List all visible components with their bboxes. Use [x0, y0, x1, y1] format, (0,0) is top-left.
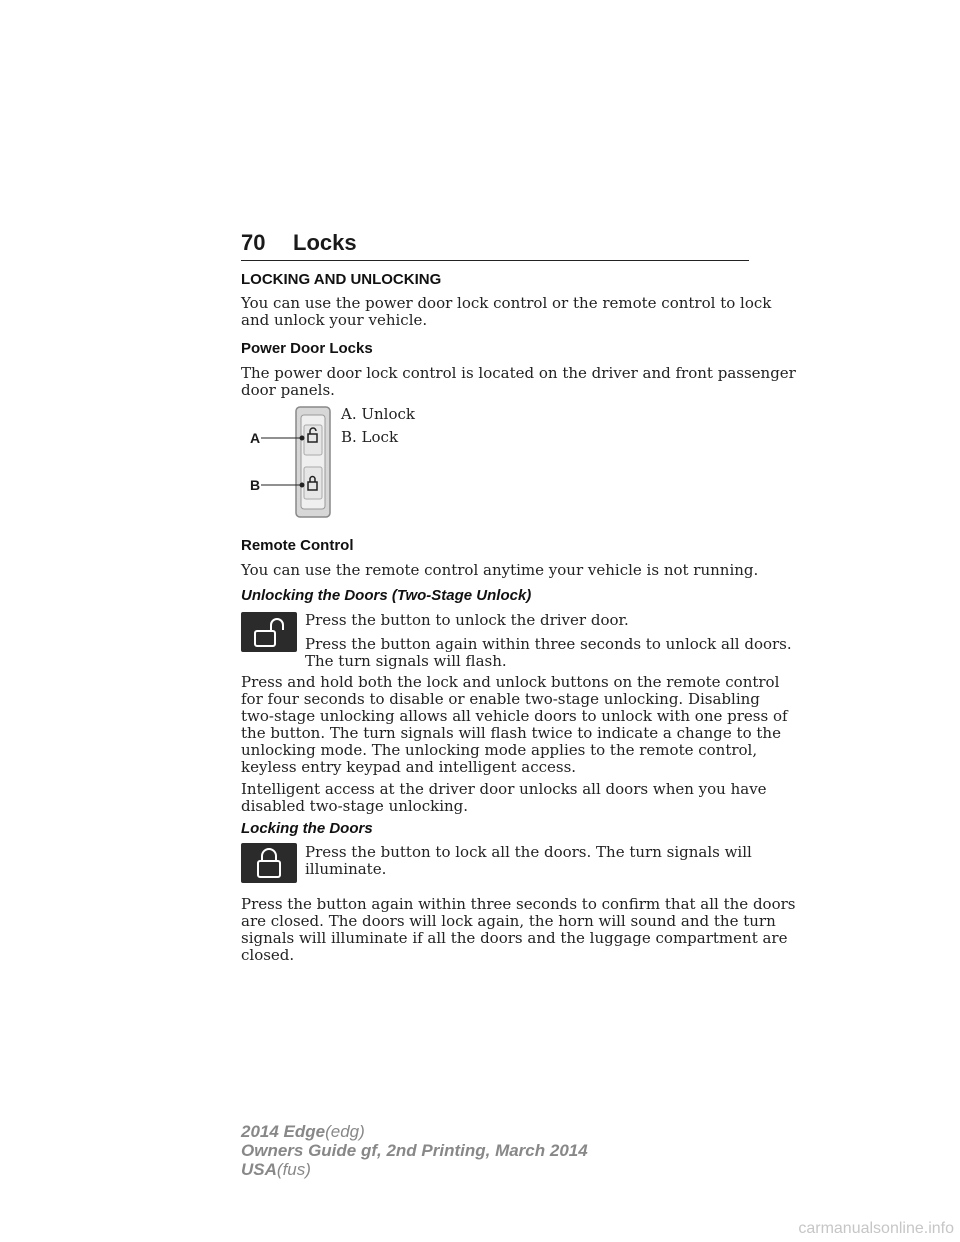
footer-line-1: 2014 Edge(edg) [241, 1122, 365, 1141]
callout-b: B [250, 477, 261, 493]
unlocking-heading: Unlocking the Doors (Two-Stage Unlock) [241, 587, 532, 604]
unlock-icon [241, 612, 297, 652]
power-locks-paragraph: The power door lock control is located on the driver and front passenger door panels. [241, 364, 796, 399]
callout-a: A [250, 430, 261, 446]
power-locks-heading: Power Door Locks [241, 340, 373, 357]
lock-icon [241, 843, 297, 883]
two-stage-paragraph: Press and hold both the lock and unlock buttons on the remote control for four seconds to disable or enable two-stage unlocking. Disabling two-stage unlocking allows all vehicle doors to unlock with one press of the button. The turn signals will flash twice to indicate a change to the unlocking mode. The unlocking mode applies to the remote control, keyless entry keypad and intelligent access. [241, 673, 788, 776]
intro-paragraph: You can use the power door lock control or the remote control to lock and unlock your vehicle. [241, 294, 772, 329]
lock-step-1: Press the button to lock all the doors. The turn signals will illuminate. [305, 843, 752, 878]
page-header [241, 228, 749, 261]
remote-control-heading: Remote Control [241, 537, 354, 554]
unlock-step-1: Press the button to unlock the driver door. [305, 611, 629, 629]
footer-line-2: Owners Guide gf, 2nd Printing, March 2014 [241, 1141, 588, 1160]
door-lock-switch-illustration [245, 405, 340, 520]
unlock-step-2: Press the button again within three seconds to unlock all doors. The turn signals will flash. [305, 635, 792, 670]
watermark[interactable]: carmanualsonline.info [798, 1220, 954, 1237]
intelligent-access-paragraph: Intelligent access at the driver door unlocks all doors when you have disabled two-stage unlocking. [241, 780, 767, 815]
remote-control-paragraph: You can use the remote control anytime your vehicle is not running. [241, 561, 759, 579]
footer-line-3: USA(fus) [241, 1160, 311, 1179]
page-number: 70 [241, 230, 266, 255]
section-title: LOCKING AND UNLOCKING [241, 271, 442, 288]
locking-heading: Locking the Doors [241, 820, 373, 837]
chapter-title: Locks [293, 230, 357, 255]
confirm-lock-paragraph: Press the button again within three seconds to confirm that all the doors are closed. The doors will lock again, the horn will sound and the turn signals will illuminate if all the doors and the luggage compartment are closed. [241, 895, 796, 964]
legend-unlock: A. Unlock [341, 405, 415, 423]
legend-lock: B. Lock [341, 428, 399, 446]
